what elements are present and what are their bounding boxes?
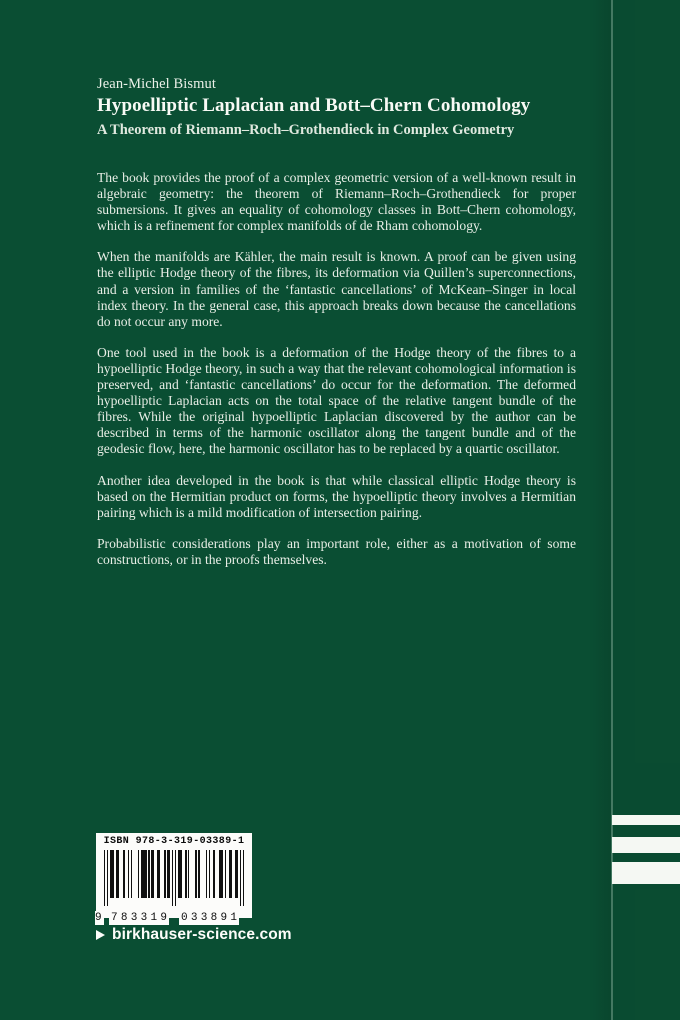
barcode-digit: 3: [200, 912, 208, 924]
barcode-bar: [222, 850, 223, 898]
barcode-digit: 1: [230, 912, 237, 924]
barcode-bar: [169, 850, 170, 898]
barcode-digit: 0: [181, 912, 188, 924]
barcode-bar: [148, 850, 149, 898]
isbn-label: ISBN 978-3-319-03389-1: [103, 836, 245, 847]
isbn-panel: [95, 833, 252, 924]
publisher-url: birkhauser-science.com: [112, 926, 292, 943]
barcode-digits-right: [179, 911, 239, 925]
spine-stripe-2: [612, 837, 680, 853]
spine-fold-shadow: [588, 0, 611, 1020]
arrow-right-icon: [96, 930, 105, 940]
barcode-bar: [185, 850, 186, 898]
barcode-bar: [117, 850, 118, 898]
barcode-bar: [145, 850, 146, 898]
barcode-bar: [237, 850, 238, 898]
book-title: Hypoelliptic Laplacian and Bott–Chern Cohomology: [97, 95, 531, 116]
barcode-bar: [113, 850, 114, 898]
blurb-paragraph: Probabilistic considerations play an important role, either as a motivation of some constructions, or in the proofs themselves.: [97, 535, 576, 567]
barcode-guard-bar: [243, 850, 244, 906]
blurb-paragraph: The book provides the proof of a complex geometric version of a well-known result in algebraic geometry: the theorem of Riemann–Roch–Grothendieck for proper submersions. It gives an equality of cohomology classes in Bott–Chern cohomology, which is a refinement for complex manifolds of de Rham cohomology.: [97, 170, 576, 234]
barcode-bar: [213, 850, 214, 898]
barcode-bar: [195, 850, 196, 898]
barcode-bar: [225, 850, 226, 898]
book-subtitle: A Theorem of Riemann–Roch–Grothendieck in Complex Geometry: [97, 122, 515, 138]
barcode-guard-bar: [240, 850, 241, 906]
blurb-paragraph: When the manifolds are Kähler, the main result is known. A proof can be given using the elliptic Hodge theory of the fibres, its deformation via Quillen’s superconnections, and a version in families of the ‘fantastic cancellations’ of McKean–Singer in local index theory. In the general case, this approach breaks down because the cancellations do not occur any more.: [97, 249, 576, 329]
barcode-bar: [209, 850, 210, 898]
barcode-bar: [167, 850, 168, 898]
barcode-bar: [157, 850, 158, 898]
barcode-bar: [159, 850, 160, 898]
barcode-bar: [206, 850, 207, 898]
barcode-digit: 1: [150, 912, 158, 924]
barcode-bar: [144, 850, 145, 898]
barcode-bar: [138, 850, 139, 898]
author-name: Jean-Michel Bismut: [97, 76, 216, 92]
barcode-bar: [164, 850, 165, 898]
barcode-bar: [229, 850, 230, 898]
back-cover-blurb: [97, 170, 576, 583]
barcode-digit: 3: [130, 912, 138, 924]
barcode-bar: [151, 850, 152, 898]
barcode-bar: [219, 850, 220, 898]
barcode-digits-left: [109, 911, 169, 925]
spine-stripe-3: [612, 862, 680, 884]
barcode-bar: [131, 850, 132, 898]
barcode-digit: 8: [210, 912, 218, 924]
barcode-bar: [179, 850, 180, 898]
barcode-digit: 9: [220, 912, 228, 924]
barcode-guard-bar: [172, 850, 173, 906]
barcode-guard-bar: [107, 850, 108, 906]
barcode-bar: [153, 850, 154, 898]
barcode-digit: 3: [140, 912, 148, 924]
blurb-paragraph: One tool used in the book is a deformation of the Hodge theory of the fibres to a hypoelliptic Hodge theory, in such a way that the relevant cohomological information is preserved, and ‘fantastic cancellations’ do occur for the deformation. The deformed hypoelliptic Laplacian acts on the total space of the relative tangent bundle of the fibres. While the original hypoelliptic Laplacian discovered by the author can be described in terms of the harmonic oscillator along the tangent bundle and of the geodesic flow, here, the harmonic oscillator has to be replaced by a quartic oscillator.: [97, 344, 576, 457]
blurb-paragraph: Another idea developed in the book is that while classical elliptic Hodge theory is based on the Hermitian product on forms, the hypoelliptic theory involves a Hermitian pairing which is a mild modification of intersection pairing.: [97, 472, 576, 520]
barcode-bar: [141, 850, 142, 898]
barcode: [95, 850, 244, 924]
barcode-bar: [110, 850, 111, 898]
spine-stripe-1: [612, 815, 680, 825]
barcode-bar: [188, 850, 189, 898]
barcode-digit: 9: [160, 912, 167, 924]
barcode-guard-bar: [175, 850, 176, 906]
publisher-link-row: [96, 926, 292, 944]
barcode-digit: 7: [111, 912, 118, 924]
barcode-bar: [178, 850, 179, 898]
barcode-digit: 8: [120, 912, 128, 924]
barcode-bar: [198, 850, 199, 898]
barcode-guard-bar: [104, 850, 105, 906]
barcode-bar: [142, 850, 143, 898]
barcode-bar: [116, 850, 117, 898]
barcode-bar: [231, 850, 232, 898]
barcode-digit: 3: [190, 912, 198, 924]
barcode-bar: [123, 850, 124, 898]
barcode-bar: [111, 850, 112, 898]
barcode-bar: [220, 850, 221, 898]
barcode-bar: [235, 850, 236, 898]
barcode-bar: [128, 850, 129, 898]
barcode-bar: [181, 850, 182, 898]
barcode-digit-first: 9: [95, 911, 104, 925]
